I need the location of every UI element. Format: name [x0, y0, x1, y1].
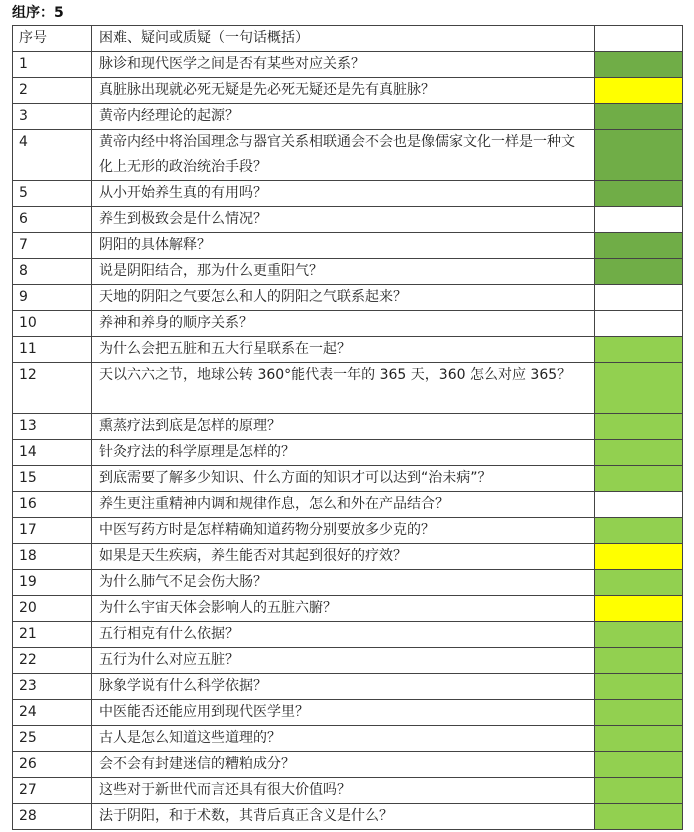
row-color-mark-cell — [595, 233, 683, 259]
row-color-mark-cell — [595, 181, 683, 207]
table-row — [13, 804, 683, 830]
row-number-cell: 2 — [13, 78, 92, 104]
row-color-mark-cell — [595, 622, 683, 648]
row-question-cell: 天以六六之节，地球公转 360°能代表一年的 365 天，360 怎么对应 365？ — [92, 363, 595, 414]
table-row — [13, 466, 683, 492]
table-row — [13, 622, 683, 648]
row-number-cell: 7 — [13, 233, 92, 259]
table-row — [13, 52, 683, 78]
row-color-mark-cell — [595, 726, 683, 752]
table-row — [13, 337, 683, 363]
row-number-cell: 12 — [13, 363, 92, 414]
group-number-label: 组序：5 — [12, 5, 64, 21]
row-number-cell: 14 — [13, 440, 92, 466]
table-row — [13, 78, 683, 104]
row-number-cell: 24 — [13, 700, 92, 726]
table-row — [13, 104, 683, 130]
row-color-mark-cell — [595, 570, 683, 596]
row-question-cell: 到底需要了解多少知识、什么方面的知识才可以达到“治未病”？ — [92, 466, 595, 492]
table-row — [13, 311, 683, 337]
row-number-cell: 27 — [13, 778, 92, 804]
row-question-cell: 真脏脉出现就必死无疑是先必死无疑还是先有真脏脉？ — [92, 78, 595, 104]
row-number-cell: 23 — [13, 674, 92, 700]
table-row — [13, 130, 683, 181]
row-number-cell: 22 — [13, 648, 92, 674]
row-color-mark-cell — [595, 466, 683, 492]
row-color-mark-cell — [595, 752, 683, 778]
row-question-cell: 法于阴阳，和于术数，其背后真正含义是什么？ — [92, 804, 595, 830]
row-color-mark-cell — [595, 544, 683, 570]
row-color-mark-cell — [595, 648, 683, 674]
row-number-cell: 19 — [13, 570, 92, 596]
row-question-cell: 养生更注重精神内调和规律作息，怎么和外在产品结合？ — [92, 492, 595, 518]
row-question-cell: 黄帝内经理论的起源？ — [92, 104, 595, 130]
table-row — [13, 674, 683, 700]
table-row — [13, 363, 683, 414]
table-row — [13, 700, 683, 726]
header-number-cell: 序号 — [13, 26, 92, 52]
row-color-mark-cell — [595, 52, 683, 78]
table-row — [13, 285, 683, 311]
row-color-mark-cell — [595, 207, 683, 233]
row-question-cell: 天地的阴阳之气要怎么和人的阴阳之气联系起来？ — [92, 285, 595, 311]
row-question-cell: 养生到极致会是什么情况？ — [92, 207, 595, 233]
row-color-mark-cell — [595, 596, 683, 622]
table-row — [13, 440, 683, 466]
row-question-cell: 这些对于新世代而言还具有很大价值吗？ — [92, 778, 595, 804]
row-number-cell: 5 — [13, 181, 92, 207]
row-question-cell: 古人是怎么知道这些道理的？ — [92, 726, 595, 752]
table-row — [13, 414, 683, 440]
row-question-cell: 五行为什么对应五脏？ — [92, 648, 595, 674]
row-question-cell: 如果是天生疾病，养生能否对其起到很好的疗效？ — [92, 544, 595, 570]
row-color-mark-cell — [595, 518, 683, 544]
row-question-cell: 黄帝内经中将治国理念与器官关系相联通会不会也是像儒家文化一样是一种文化上无形的政治统治手段？ — [92, 130, 595, 181]
row-number-cell: 8 — [13, 259, 92, 285]
row-question-cell: 脉象学说有什么科学依据？ — [92, 674, 595, 700]
row-number-cell: 6 — [13, 207, 92, 233]
table-row — [13, 233, 683, 259]
row-color-mark-cell — [595, 492, 683, 518]
row-number-cell: 20 — [13, 596, 92, 622]
row-question-cell: 中医能否还能应用到现代医学里？ — [92, 700, 595, 726]
table-row — [13, 544, 683, 570]
table-row — [13, 648, 683, 674]
row-color-mark-cell — [595, 259, 683, 285]
row-number-cell: 25 — [13, 726, 92, 752]
row-number-cell: 3 — [13, 104, 92, 130]
row-number-cell: 10 — [13, 311, 92, 337]
row-color-mark-cell — [595, 363, 683, 414]
row-number-cell: 9 — [13, 285, 92, 311]
table-row — [13, 570, 683, 596]
row-question-cell: 为什么会把五脏和五大行星联系在一起？ — [92, 337, 595, 363]
row-question-cell: 脉诊和现代医学之间是否有某些对应关系？ — [92, 52, 595, 78]
table-row — [13, 492, 683, 518]
row-number-cell: 21 — [13, 622, 92, 648]
row-color-mark-cell — [595, 337, 683, 363]
row-color-mark-cell — [595, 440, 683, 466]
row-question-cell: 中医写药方时是怎样精确知道药物分别要放多少克的？ — [92, 518, 595, 544]
row-question-cell: 从小开始养生真的有用吗？ — [92, 181, 595, 207]
row-number-cell: 28 — [13, 804, 92, 830]
row-color-mark-cell — [595, 130, 683, 181]
table-row — [13, 259, 683, 285]
table-row — [13, 778, 683, 804]
row-color-mark-cell — [595, 78, 683, 104]
row-number-cell: 18 — [13, 544, 92, 570]
row-color-mark-cell — [595, 104, 683, 130]
row-color-mark-cell — [595, 804, 683, 830]
questions-table — [12, 25, 683, 830]
table-row — [13, 518, 683, 544]
row-question-cell: 为什么宇宙天体会影响人的五脏六腑？ — [92, 596, 595, 622]
row-question-cell: 养神和养身的顺序关系？ — [92, 311, 595, 337]
row-number-cell: 26 — [13, 752, 92, 778]
row-number-cell: 4 — [13, 130, 92, 181]
row-question-cell: 五行相克有什么依据？ — [92, 622, 595, 648]
table-row — [13, 726, 683, 752]
header-question-cell: 困难、疑问或质疑（一句话概括） — [92, 26, 595, 52]
row-number-cell: 1 — [13, 52, 92, 78]
table-header-row — [13, 26, 683, 52]
row-color-mark-cell — [595, 700, 683, 726]
table-row — [13, 596, 683, 622]
row-number-cell: 16 — [13, 492, 92, 518]
row-color-mark-cell — [595, 778, 683, 804]
row-question-cell: 为什么肺气不足会伤大肠？ — [92, 570, 595, 596]
row-question-cell: 针灸疗法的科学原理是怎样的？ — [92, 440, 595, 466]
row-number-cell: 15 — [13, 466, 92, 492]
header-mark-cell — [595, 26, 683, 52]
table-row — [13, 752, 683, 778]
table-row — [13, 207, 683, 233]
row-number-cell: 11 — [13, 337, 92, 363]
row-color-mark-cell — [595, 414, 683, 440]
row-question-cell: 阴阳的具体解释？ — [92, 233, 595, 259]
row-color-mark-cell — [595, 674, 683, 700]
row-number-cell: 13 — [13, 414, 92, 440]
row-question-cell: 说是阴阳结合，那为什么更重阳气？ — [92, 259, 595, 285]
row-color-mark-cell — [595, 311, 683, 337]
row-question-cell: 会不会有封建迷信的糟粕成分？ — [92, 752, 595, 778]
row-question-cell: 熏蒸疗法到底是怎样的原理？ — [92, 414, 595, 440]
row-number-cell: 17 — [13, 518, 92, 544]
row-color-mark-cell — [595, 285, 683, 311]
table-row — [13, 181, 683, 207]
